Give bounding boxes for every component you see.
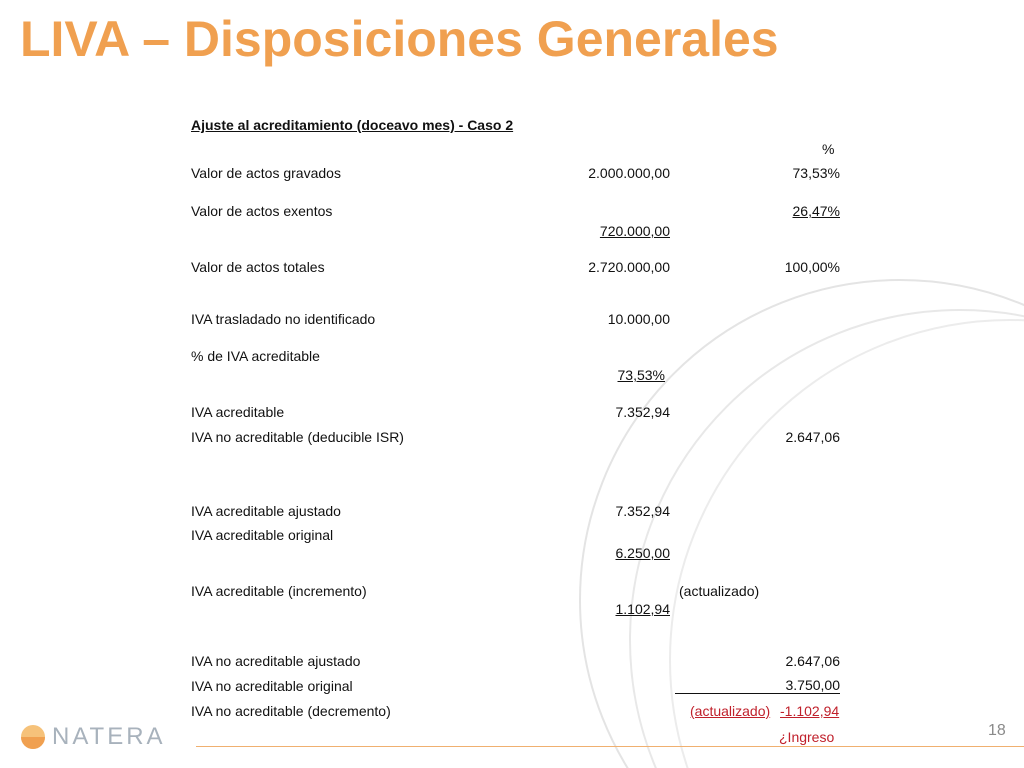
note-no-acred-decremento: (actualizado) [690,703,771,719]
row-label-exentos: Valor de actos exentos [191,203,333,219]
pct-exentos: 26,47% [792,203,840,219]
page-number: 18 [988,722,1006,739]
amount-no-acreditable: 2.647,06 [785,429,840,445]
row-label-acred-ajustado: IVA acreditable ajustado [191,503,341,519]
row-label-gravados: Valor de actos gravados [191,165,341,181]
note-acred-incremento: (actualizado) [679,583,760,599]
row-label-no-acred-original: IVA no acreditable original [191,678,353,694]
page-title: LIVA – Disposiciones Generales [20,11,779,67]
amount-no-acred-original: 3.750,00 [675,677,840,694]
row-label-acreditable: IVA acreditable [191,404,285,420]
row-label-no-acred-decremento: IVA no acreditable (decremento) [191,703,391,719]
sun-icon [20,724,46,750]
logo-text: NATERA [52,723,166,750]
amount-exentos: 720.000,00 [599,223,670,239]
amount-acred-original: 6.250,00 [615,545,670,561]
amount-trasladado: 10.000,00 [607,311,670,327]
amount-acred-ajustado: 7.352,94 [615,503,670,519]
table-heading: Ajuste al acreditamiento (doceavo mes) - Caso 2 [191,117,514,133]
row-label-pct-acreditable: % de IVA acreditable [191,348,320,364]
percent-header: % [822,141,835,157]
amount-acred-incremento: 1.102,94 [615,601,670,617]
amount-no-acred-decremento: -1.102,94 [780,703,840,719]
row-label-no-acreditable: IVA no acreditable (deducible ISR) [191,429,404,445]
pct-totales: 100,00% [784,259,840,275]
amount-totales: 2.720.000,00 [588,259,670,275]
row-label-acred-incremento: IVA acreditable (incremento) [191,583,367,599]
ingreso-note: ¿Ingreso [779,729,835,745]
row-label-no-acred-ajustado: IVA no acreditable ajustado [191,653,361,669]
amount-no-acred-ajustado: 2.647,06 [785,653,840,669]
pct-gravados: 73,53% [792,165,840,181]
natera-logo [20,722,166,752]
amount-acreditable: 7.352,94 [615,404,670,420]
amount-pct-acreditable: 73,53% [617,367,665,383]
amount-gravados: 2.000.000,00 [588,165,670,181]
row-label-trasladado: IVA trasladado no identificado [191,311,376,327]
row-label-acred-original: IVA acreditable original [191,527,334,543]
footer-divider [196,746,1024,747]
row-label-totales: Valor de actos totales [191,259,325,275]
